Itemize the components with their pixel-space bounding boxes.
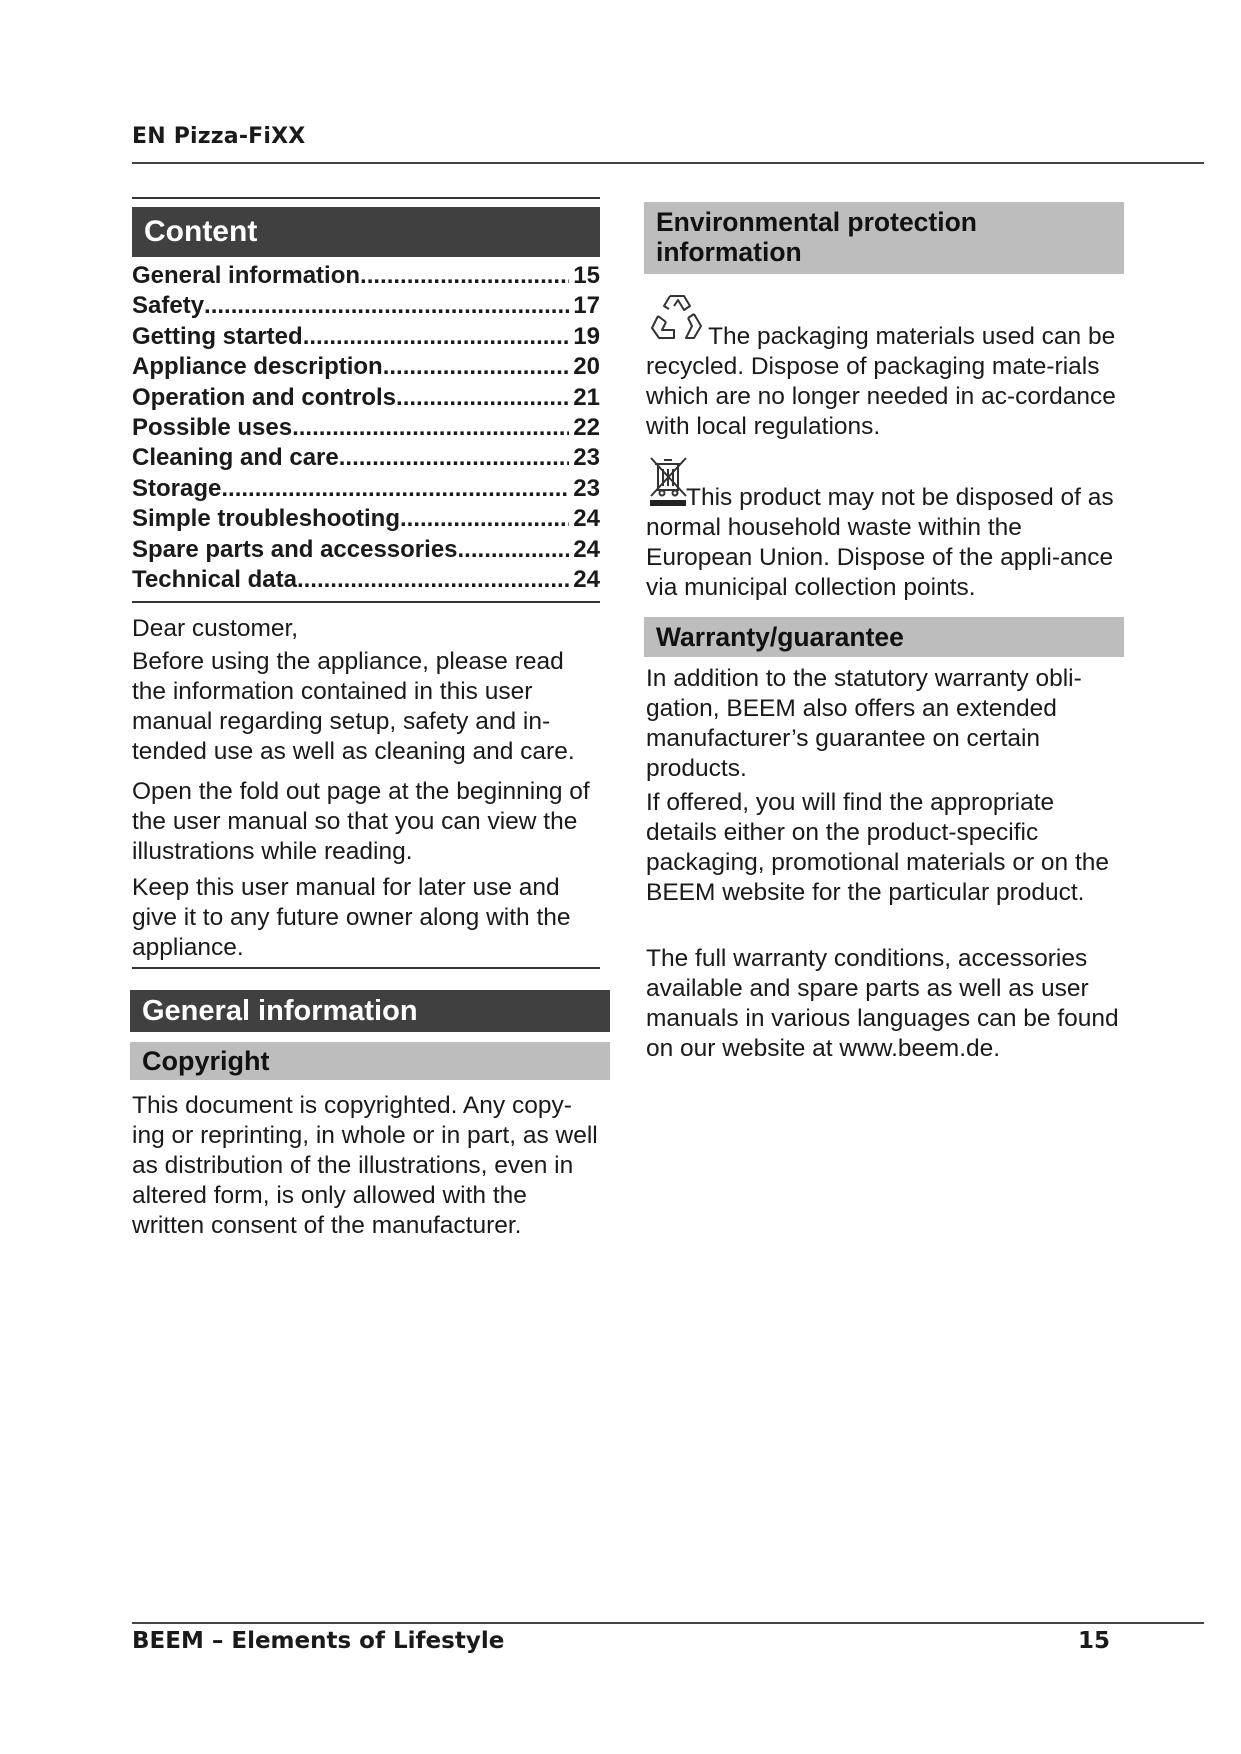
toc-entry-title: General information	[132, 262, 361, 289]
toc-entry-page: 21	[573, 383, 600, 411]
copyright-heading: Copyright	[130, 1042, 610, 1080]
toc-leader-dots	[458, 536, 570, 564]
toc-entry-title: Storage	[132, 474, 222, 502]
toc-entry-title: Cleaning and care	[132, 444, 339, 472]
toc-entry-page: 19	[573, 322, 600, 350]
toc-entry[interactable]	[132, 475, 600, 505]
intro-paragraph-3: Keep this user manual for later use and give it to any future owner along with the appliance.	[132, 874, 571, 961]
toc-entry[interactable]	[132, 292, 600, 322]
toc-entry-page: 24	[573, 535, 600, 563]
toc-entry-page: 24	[573, 565, 600, 593]
toc-entry-title: Simple troubleshooting	[132, 505, 400, 533]
toc-entry-title: Appliance description	[132, 353, 383, 381]
toc-leader-dots	[396, 384, 569, 412]
toc-leader-dots	[383, 353, 570, 381]
toc-top-rule	[132, 197, 600, 199]
toc-entry-page: 22	[573, 413, 600, 441]
warranty-paragraph-2: If offered, you will find the appropriate details either on the product-specific packaging, promotional materials or on the BEEM website for the particular product.	[646, 789, 1110, 906]
running-header: EN Pizza-FiXX	[132, 124, 306, 149]
warranty-paragraph-3: The full warranty conditions, accessories available and spare parts as well as user manuals in various languages can be found on our website at www.beem.de.	[646, 945, 1119, 1062]
intro-paragraph-1: Before using the appliance, please read the information contained in this user manual regarding setup, safety and in-tended use as well as cleaning and care.	[132, 648, 575, 765]
weee-text: This product may not be disposed of as normal household waste within the European Union. Dispose of the appli-ance via municipal collection points.	[646, 484, 1114, 601]
toc-entry[interactable]	[132, 414, 600, 444]
recycle-text: The packaging materials used can be recycled. Dispose of packaging mate-rials which are no longer needed in ac-cordance with local regulations.	[646, 323, 1116, 440]
toc-leader-dots	[360, 262, 569, 290]
toc-entry-title: Safety	[132, 292, 205, 320]
toc-entry-page: 17	[573, 292, 600, 320]
footer-rule	[132, 1622, 1204, 1624]
toc-leader-dots	[339, 444, 570, 472]
toc-leader-dots	[297, 566, 569, 594]
general-information-heading: General information	[130, 990, 610, 1032]
copyright-text: This document is copyrighted. Any copy-ing or reprinting, in whole or in part, as well as distribution of the illustrations, even in altered form, is only allowed with the written consent of the manufacturer.	[132, 1092, 598, 1239]
page-number: 15	[1078, 1628, 1111, 1654]
toc-leader-dots	[400, 505, 569, 533]
toc-entry-page: 23	[573, 474, 600, 502]
toc-leader-dots	[204, 292, 569, 320]
toc-entry-page: 23	[573, 444, 600, 472]
environmental-heading: Environmental protection information	[644, 202, 1124, 274]
toc-heading: Content	[132, 207, 600, 257]
toc-leader-dots	[292, 414, 569, 442]
toc-bottom-rule	[132, 601, 600, 603]
toc-entry[interactable]	[132, 353, 600, 383]
toc-leader-dots	[221, 475, 569, 503]
toc-entry-title: Getting started	[132, 322, 303, 350]
toc-entry-page: 15	[573, 262, 600, 289]
toc-entry-page: 24	[573, 505, 600, 533]
greeting: Dear customer,	[132, 615, 299, 642]
footer-brand: BEEM – Elements of Lifestyle	[132, 1628, 505, 1654]
toc-entry[interactable]	[132, 505, 600, 535]
warranty-heading: Warranty/guarantee	[644, 617, 1124, 657]
toc-entry[interactable]	[132, 566, 600, 596]
toc-leader-dots	[303, 323, 570, 351]
toc-entry-title: Operation and controls	[132, 383, 397, 411]
toc-entry[interactable]	[132, 323, 600, 353]
intro-paragraph-2: Open the fold out page at the beginning of the user manual so that you can view the illustrations while reading.	[132, 778, 590, 865]
toc-entry-title: Possible uses	[132, 413, 293, 441]
intro-bottom-rule	[132, 967, 600, 969]
toc-entry[interactable]	[132, 384, 600, 414]
toc-entry-page: 20	[573, 353, 600, 381]
toc-entry-title: Technical data	[132, 565, 297, 593]
toc-entry[interactable]	[132, 536, 600, 566]
warranty-paragraph-1: In addition to the statutory warranty obli-gation, BEEM also offers an extended manufacturer’s guarantee on certain products.	[646, 665, 1082, 782]
toc-entry-title: Spare parts and accessories	[132, 535, 458, 563]
toc-entry[interactable]	[132, 444, 600, 474]
header-rule	[132, 162, 1204, 164]
toc-entry[interactable]	[132, 262, 600, 292]
table-of-contents	[132, 262, 600, 596]
